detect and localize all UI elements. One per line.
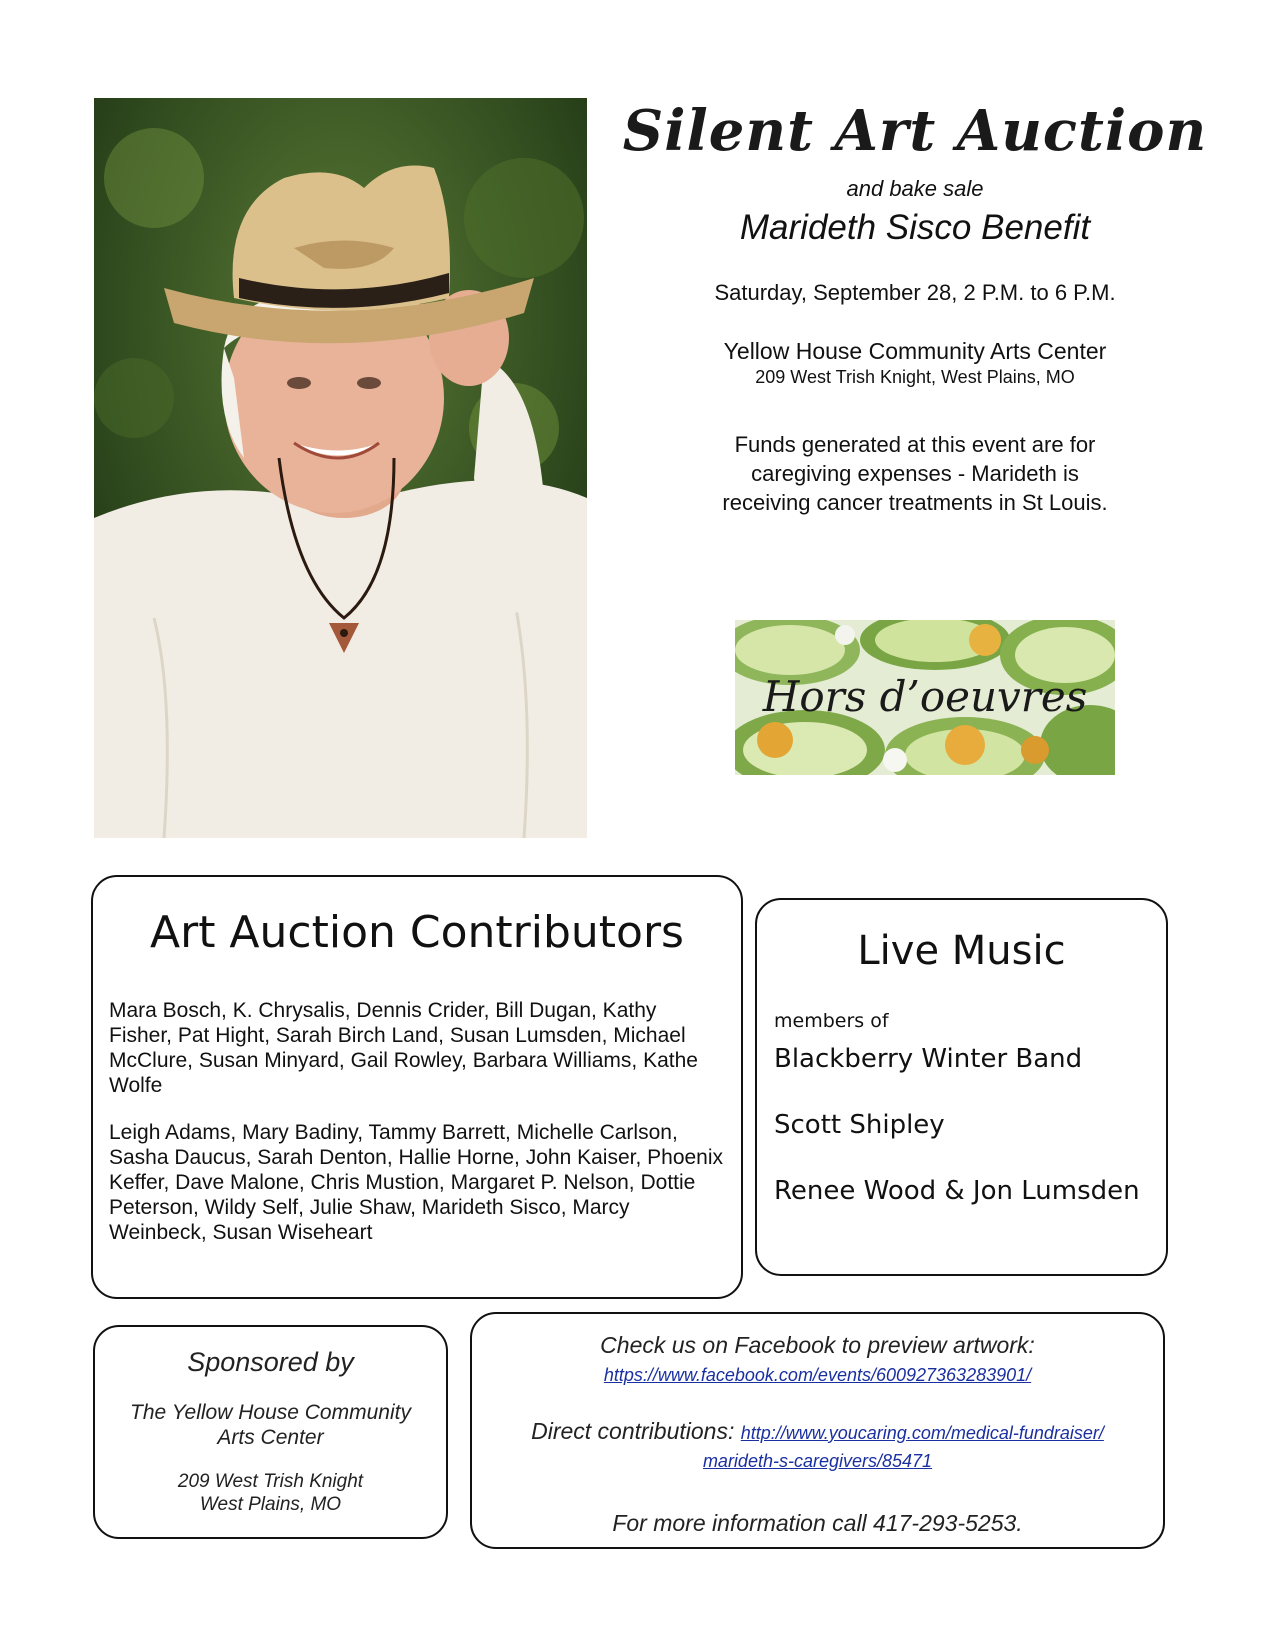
direct-contributions-label: Direct contributions: <box>531 1418 741 1444</box>
more-info-phone: For more information call 417-293-5253. <box>612 1510 1023 1536</box>
benefit-name: Marideth Sisco Benefit <box>739 208 1091 247</box>
sponsor-name-line: Arts Center <box>217 1426 324 1449</box>
sponsor-address <box>95 1470 446 1516</box>
contributors-list <box>109 998 725 1245</box>
youcaring-link-continued[interactable]: marideth-s-caregivers/85471 <box>702 1451 933 1471</box>
contributors-paragraph: Mara Bosch, K. Chrysalis, Dennis Crider, Bill Dugan, Kathy Fisher, Pat Hight, Sarah Birch Land, Susan Lumsden, Michael McClure, Susan Minyard, Gail Rowley, Barbara Williams, Kathe Wolfe <box>109 999 698 1097</box>
hors-doeuvres-label: Hors d’oeuvres <box>762 672 1088 721</box>
event-header <box>620 98 1210 517</box>
youcaring-link[interactable]: http://www.youcaring.com/medical-fundraiser/ <box>740 1423 1104 1443</box>
funds-line: Funds generated at this event are for <box>734 432 1096 457</box>
sponsor-box <box>93 1325 448 1539</box>
portrait-photo <box>94 98 587 838</box>
band-name: Renee Wood & Jon Lumsden <box>774 1176 1140 1206</box>
event-title: Silent Art Auction <box>622 98 1208 164</box>
contributors-paragraph: Leigh Adams, Mary Badiny, Tammy Barrett, Michelle Carlson, Sasha Daucus, Sarah Denton, Hallie Horne, John Kaiser, Phoenix Keffer, Dave Malone, Chris Mustion, Margaret P. Nelson, Dottie Peterson, Wildy Self, Julie Shaw, Marideth Sisco, Marcy Weinbeck, Susan Wiseheart <box>109 1121 724 1244</box>
event-subtitle: and bake sale <box>846 176 984 201</box>
sponsor-address-line: 209 West Trish Knight <box>177 1471 364 1492</box>
sponsor-address-line: West Plains, MO <box>199 1494 342 1515</box>
band-name: Blackberry Winter Band <box>774 1044 1083 1074</box>
direct-contributions <box>472 1418 1163 1474</box>
contributors-title: Art Auction Contributors <box>150 907 684 958</box>
contributors-box <box>91 875 743 1299</box>
contact-box <box>470 1312 1165 1549</box>
sponsor-name <box>95 1400 446 1450</box>
event-venue: Yellow House Community Arts Center <box>723 338 1107 364</box>
live-music-title: Live Music <box>857 928 1066 974</box>
facebook-prompt: Check us on Facebook to preview artwork: <box>600 1332 1035 1358</box>
sponsor-name-line: The Yellow House Community <box>130 1401 411 1424</box>
members-of-label: members of <box>774 1010 889 1032</box>
live-music-box <box>755 898 1168 1276</box>
funds-line: receiving cancer treatments in St Louis. <box>722 490 1108 515</box>
event-datetime: Saturday, September 28, 2 P.M. to 6 P.M. <box>714 280 1116 305</box>
hors-doeuvres-image <box>735 620 1115 775</box>
sponsor-title: Sponsored by <box>187 1347 354 1377</box>
funds-description <box>620 430 1210 517</box>
event-address: 209 West Trish Knight, West Plains, MO <box>755 367 1075 387</box>
facebook-event-link[interactable]: https://www.facebook.com/events/600927363283901/ <box>603 1365 1032 1385</box>
band-name: Scott Shipley <box>774 1110 945 1140</box>
funds-line: caregiving expenses - Marideth is <box>751 461 1079 486</box>
